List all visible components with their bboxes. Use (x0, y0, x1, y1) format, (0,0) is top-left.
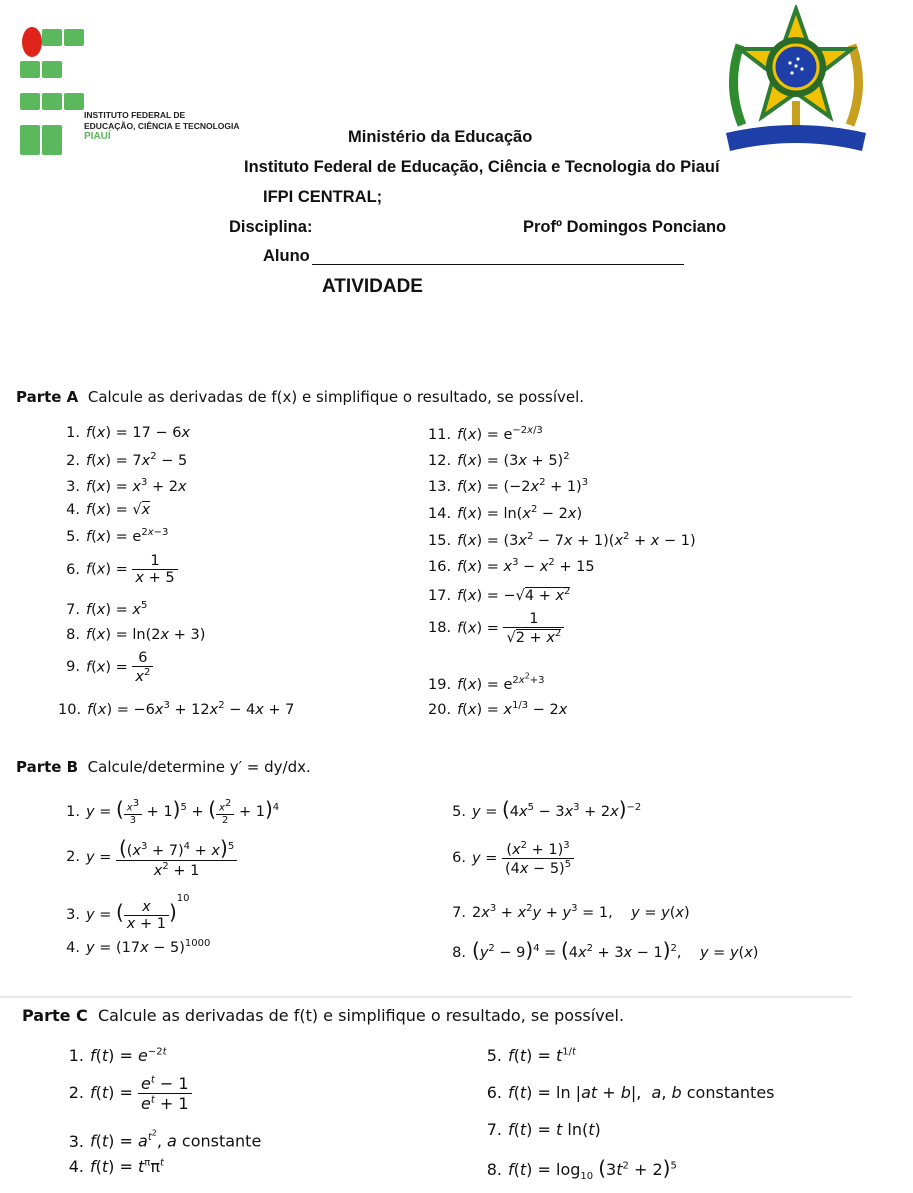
institute-title: Instituto Federal de Educação, Ciência e Tecnologia do Piauí (244, 158, 720, 176)
part-b-item: 8. $(y^2 - 9)^4 = (4x^2 + 3x - 1)^2$, y = y(x) (452, 938, 759, 962)
part-c-item: 4. $f(t) = t^\pi\pi^t$ (68, 1157, 164, 1176)
part-a-item: 6. f(x) = $\frac{1}{x + 5}$ (58, 553, 178, 586)
part-a-item: 1. f(x) = 17 − 6x (66, 425, 191, 441)
section-divider (0, 996, 852, 998)
part-b-heading (16, 758, 311, 776)
part-a-heading (16, 388, 584, 406)
part-a-item: 12. $f(x) = (3x + 5)^2$ (428, 451, 570, 469)
part-a-item: 14. $f(x) = \ln(x^2 - 2x)$ (428, 504, 583, 522)
part-a-item: 10. $f(x) = -6x^3 + 12x^2 - 4x + 7$ (58, 700, 295, 718)
part-a-item: 3. $f(x) = x^3 + 2x$ (66, 477, 187, 495)
part-b-item: 3. y = ( $\frac{x}{x + 1}$ )$^{10}$ (66, 893, 190, 932)
part-b-instruction: Calcule/determine y′ = dy/dx. (87, 758, 311, 776)
part-a-item: 13. $f(x) = (-2x^2 + 1)^3$ (428, 477, 589, 495)
part-c-item: 6. f(t) = ln |at + b|, a, b constantes (486, 1083, 775, 1102)
part-c-item: 7. f(t) = t ln(t) (486, 1120, 601, 1139)
part-a-item: 19. $f(x) = e^{2x^2+3}$ (428, 672, 545, 694)
part-a-item: 20. $f(x) = x^{1/3} - 2x$ (428, 700, 568, 718)
ministry-title: Ministério da Educação (348, 128, 533, 146)
part-a-item: 5. $f(x) = e^{2x-3}$ (66, 527, 169, 545)
part-a-label: Parte A (16, 388, 79, 406)
if-logo (20, 25, 240, 165)
part-b-item: 7. $2x^3 + x^2y + y^3 = 1$, y = y(x) (452, 903, 690, 921)
part-c-item: 3. $f(t) = a^{t^2}$, a constante (68, 1129, 262, 1151)
part-c-instruction: Calcule as derivadas de f(t) e simplifique o resultado, se possível. (97, 1006, 625, 1025)
part-b-item: 6. y = $\frac{(x^2 + 1)^3}{(4x - 5)^5}$ (444, 840, 574, 877)
part-a-item: 4. f(x) = √x (66, 502, 151, 518)
part-a-item: 15. $f(x) = (3x^2 - 7x + 1)(x^2 + x - 1)$ (428, 531, 696, 549)
part-a-item: 18. f(x) = $\frac{1}{√2 + x^2}$ (428, 611, 564, 646)
part-c-item: 1. $f(t) = e^{-2t}$ (68, 1046, 167, 1065)
logo-square (64, 29, 84, 46)
logo-square (64, 93, 84, 110)
part-a-item: 7. $f(x) = x^5$ (66, 600, 148, 618)
part-a-item: 8. f(x) = ln(2x + 3) (66, 627, 206, 643)
logo-square (42, 29, 62, 46)
part-c-item: 8. $f(t) = \log_{10} (3t^2 + 2)^5$ (486, 1156, 677, 1183)
part-a-item: 17. $f(x) = -√4 + x^2$ (428, 586, 571, 604)
logo-square (42, 61, 62, 78)
discipline-label: Disciplina: (229, 218, 313, 236)
activity-title: ATIVIDADE (322, 276, 423, 297)
brazil-coat-of-arms-icon (722, 5, 870, 165)
student-name-line[interactable] (312, 264, 684, 265)
logo-square (20, 93, 40, 110)
part-b-item: 5. $y = (4x^5 - 3x^3 + 2x)^{-2}$ (452, 797, 642, 821)
part-c-heading (22, 1006, 624, 1025)
part-a-item: 11. $f(x) = e^{-2x/3}$ (428, 425, 543, 443)
logo-square (20, 125, 40, 155)
part-a-item: 16. $f(x) = x^3 - x^2 + 15$ (428, 557, 595, 575)
logo-square (42, 93, 62, 110)
part-a-item: 9. f(x) = $\frac{6}{x^2}$ (58, 650, 153, 685)
professor-label: Profº Domingos Ponciano (523, 218, 727, 236)
part-b-item: 1. y = ( $\frac{x^3}{3}$ + 1)$^5$ + ( $\frac{x^2}{2}$ + 1)$^4$ (66, 797, 280, 826)
part-c-item: 2. f(t) = $\frac{e^t - 1}{e^t + 1}$ (62, 1074, 192, 1113)
part-a-instruction: Calcule as derivadas de f(x) e simplifique o resultado, se possível. (87, 388, 585, 406)
student-label: Aluno (263, 247, 310, 265)
part-c-label: Parte C (22, 1006, 88, 1025)
part-b-label: Parte B (16, 758, 79, 776)
logo-line-2: EDUCAÇÃO, CIÊNCIA E TECNOLOGIA (84, 121, 240, 131)
campus-label: IFPI CENTRAL; (263, 188, 383, 206)
part-a-item: 2. $f(x) = 7x^2 - 5$ (66, 451, 188, 469)
logo-square (42, 125, 62, 155)
logo-line-1: INSTITUTO FEDERAL DE (84, 110, 186, 120)
logo-line-3: PIAUÍ (84, 131, 111, 142)
logo-red-circle (22, 27, 42, 57)
logo-square (20, 61, 40, 78)
part-b-item: 4. $y = (17x - 5)^{1000}$ (66, 938, 211, 956)
part-c-item: 5. $f(t) = t^{1/t}$ (486, 1046, 576, 1065)
part-b-item: 2. y = $\frac{((x^3 + 7)^4 + x)^5}{x^2 + 1}$ (58, 836, 237, 879)
